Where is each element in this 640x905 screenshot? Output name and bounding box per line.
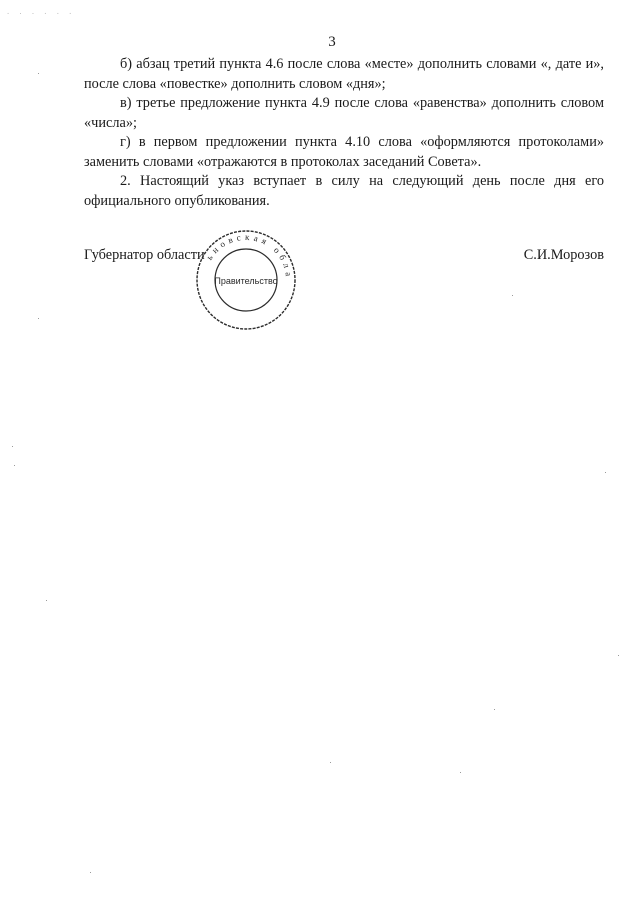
seal-ring-text: ьновская обла: [204, 231, 295, 281]
signature-block: [84, 247, 604, 269]
paragraph-g: г) в первом предложении пункта 4.10 слова «оформляются протоколами» заменить словами «отражаются в протоколах заседаний Совета».: [84, 134, 604, 170]
paragraph-2: 2. Настоящий указ вступает в силу на следующий день после дня его официального опубликования.: [84, 173, 604, 209]
paragraph-b: б) абзац третий пункта 4.6 после слова «месте» дополнить словами «, дате и», после слова «повестке» дополнить словом «дня»;: [84, 56, 604, 92]
signatory-position: Губернатор области: [84, 247, 205, 263]
svg-text:ьновская обла: [204, 232, 294, 281]
scan-artifact: . . . . . .: [6, 8, 75, 16]
seal-center-text: Правительство: [214, 276, 278, 286]
signatory-name: С.И.Морозов: [523, 247, 604, 263]
document-body: [84, 55, 604, 211]
page-number: 3: [328, 34, 336, 50]
official-seal-stamp: [194, 228, 298, 332]
paragraph-v: в) третье предложение пункта 4.9 после слова «равенства» дополнить словом «числа»;: [84, 95, 604, 131]
